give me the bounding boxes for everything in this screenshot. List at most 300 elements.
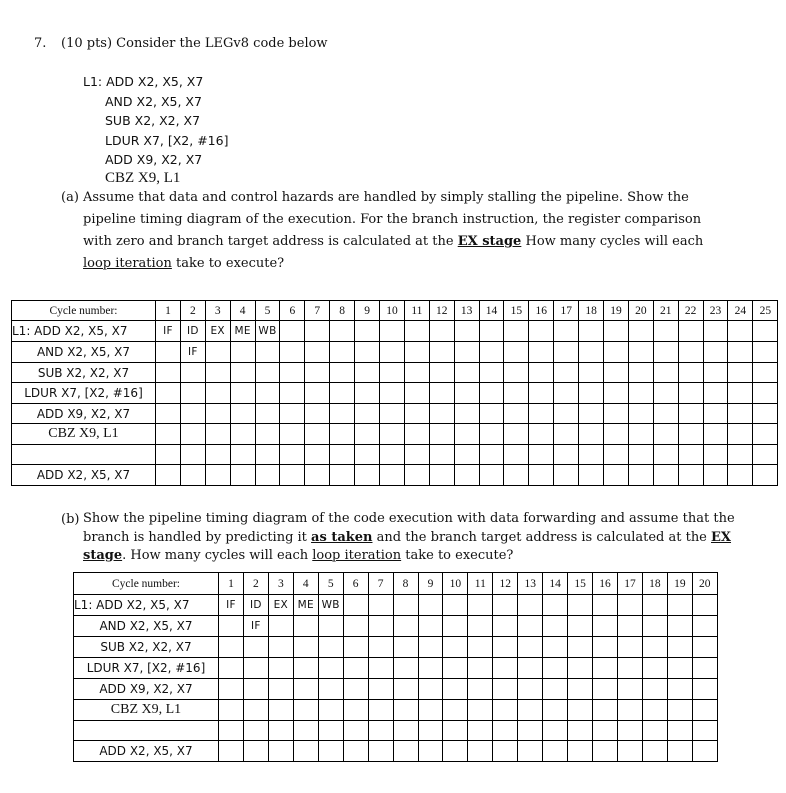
stage-cell <box>529 465 554 486</box>
cycle-number: 7 <box>305 301 330 321</box>
stage-cell <box>728 363 753 383</box>
cycle-number: 12 <box>493 573 518 595</box>
stage-cell <box>642 679 667 700</box>
cycle-number: 14 <box>543 573 568 595</box>
stage-cell <box>219 658 244 679</box>
stage-cell <box>429 445 454 465</box>
stage-cell <box>678 424 703 445</box>
stage-cell <box>180 465 205 486</box>
cycle-number: 15 <box>568 573 593 595</box>
stage-cell: EX <box>268 595 293 616</box>
instruction-label: AND X2, X5, X7 <box>74 616 219 637</box>
stage-cell <box>703 424 728 445</box>
cycle-number: 5 <box>318 573 343 595</box>
cycle-header-row <box>12 301 778 321</box>
stage-cell <box>568 721 593 741</box>
cycle-number: 8 <box>330 301 355 321</box>
stage-cell <box>293 637 318 658</box>
stage-cell <box>642 741 667 762</box>
stage-cell <box>380 445 405 465</box>
cycle-number: 11 <box>468 573 493 595</box>
cycle-number: 19 <box>667 573 692 595</box>
stage-cell <box>243 741 268 762</box>
stage-cell <box>618 637 643 658</box>
stage-cell <box>443 616 468 637</box>
stage-cell <box>243 637 268 658</box>
instruction-label <box>74 721 219 741</box>
stage-cell <box>667 616 692 637</box>
cycle-number: 2 <box>243 573 268 595</box>
stage-cell <box>330 363 355 383</box>
pipeline-row <box>12 404 778 424</box>
instruction-label: ADD X2, X5, X7 <box>12 465 156 486</box>
stage-cell <box>653 445 678 465</box>
stage-cell <box>568 679 593 700</box>
stage-cell <box>305 465 330 486</box>
cycle-number-header: Cycle number: <box>74 573 219 595</box>
stage-cell <box>579 363 604 383</box>
cycle-number: 23 <box>703 301 728 321</box>
cycle-number: 6 <box>343 573 368 595</box>
stage-cell <box>305 342 330 363</box>
stage-cell <box>230 363 255 383</box>
cycle-number: 11 <box>404 301 429 321</box>
stage-cell <box>368 721 393 741</box>
stage-cell <box>728 424 753 445</box>
stage-cell <box>529 404 554 424</box>
stage-cell <box>543 595 568 616</box>
stage-cell <box>443 637 468 658</box>
stage-cell <box>355 342 380 363</box>
stage-cell <box>479 424 504 445</box>
stage-cell <box>443 658 468 679</box>
stage-cell <box>667 658 692 679</box>
stage-cell <box>593 616 618 637</box>
stage-cell <box>429 363 454 383</box>
stage-cell <box>618 700 643 721</box>
stage-cell <box>678 383 703 404</box>
stage-cell <box>393 700 418 721</box>
stage-cell <box>268 658 293 679</box>
stage-cell <box>243 679 268 700</box>
stage-cell <box>579 342 604 363</box>
pipeline-row <box>12 445 778 465</box>
stage-cell: IF <box>219 595 244 616</box>
stage-cell <box>268 700 293 721</box>
stage-cell <box>343 741 368 762</box>
stage-cell <box>355 321 380 342</box>
cycle-number: 17 <box>554 301 579 321</box>
pipeline-table-a <box>11 300 778 486</box>
part-a-text <box>83 187 733 275</box>
stage-cell <box>404 465 429 486</box>
stage-cell <box>479 383 504 404</box>
stage-cell <box>180 445 205 465</box>
stage-cell <box>429 342 454 363</box>
stage-cell <box>404 404 429 424</box>
stage-cell <box>554 342 579 363</box>
instruction-label: ADD X9, X2, X7 <box>12 404 156 424</box>
instruction-label: SUB X2, X2, X7 <box>74 637 219 658</box>
stage-cell <box>692 741 717 762</box>
stage-cell <box>293 658 318 679</box>
stage-cell <box>330 424 355 445</box>
stage-cell <box>380 424 405 445</box>
stage-cell <box>628 465 653 486</box>
stage-cell <box>667 741 692 762</box>
stage-cell <box>618 616 643 637</box>
stage-cell <box>180 383 205 404</box>
stage-cell <box>393 658 418 679</box>
stage-cell <box>330 465 355 486</box>
cycle-number: 1 <box>219 573 244 595</box>
question-header: (10 pts) Consider the LEGv8 code below <box>61 36 328 51</box>
stage-cell <box>568 616 593 637</box>
pipeline-row <box>74 679 718 700</box>
stage-cell <box>404 342 429 363</box>
stage-cell: ID <box>243 595 268 616</box>
pipeline-row <box>74 616 718 637</box>
stage-cell <box>642 700 667 721</box>
stage-cell <box>493 595 518 616</box>
stage-cell <box>156 445 181 465</box>
stage-cell <box>529 363 554 383</box>
instruction-label: ADD X2, X5, X7 <box>74 741 219 762</box>
stage-cell <box>418 616 443 637</box>
stage-cell <box>280 445 305 465</box>
stage-cell <box>429 383 454 404</box>
stage-cell <box>479 363 504 383</box>
stage-cell <box>454 342 479 363</box>
stage-cell <box>255 363 280 383</box>
stage-cell <box>678 342 703 363</box>
code-line: ADD X9, X2, X7 <box>105 152 203 167</box>
cycle-number: 17 <box>618 573 643 595</box>
stage-cell <box>504 424 529 445</box>
stage-cell <box>418 741 443 762</box>
stage-cell <box>604 383 629 404</box>
stage-cell <box>380 363 405 383</box>
pipeline-table-b <box>73 572 718 762</box>
stage-cell <box>156 465 181 486</box>
stage-cell <box>628 342 653 363</box>
stage-cell <box>468 721 493 741</box>
stage-cell <box>692 658 717 679</box>
stage-cell <box>368 595 393 616</box>
cycle-number: 16 <box>593 573 618 595</box>
stage-cell <box>404 363 429 383</box>
stage-cell <box>429 404 454 424</box>
stage-cell <box>667 595 692 616</box>
stage-cell <box>305 445 330 465</box>
stage-cell <box>593 700 618 721</box>
stage-cell <box>554 383 579 404</box>
stage-cell <box>479 321 504 342</box>
stage-cell <box>429 321 454 342</box>
instruction-label: LDUR X7, [X2, #16] <box>74 658 219 679</box>
cycle-number: 5 <box>255 301 280 321</box>
stage-cell <box>230 342 255 363</box>
stage-cell <box>443 679 468 700</box>
stage-cell <box>355 424 380 445</box>
stage-cell <box>753 445 778 465</box>
cycle-number: 4 <box>230 301 255 321</box>
stage-cell <box>653 424 678 445</box>
stage-cell <box>479 404 504 424</box>
stage-cell <box>280 342 305 363</box>
code-line: AND X2, X5, X7 <box>105 94 202 109</box>
stage-cell <box>180 363 205 383</box>
stage-cell <box>593 679 618 700</box>
stage-cell <box>318 700 343 721</box>
stage-cell <box>728 321 753 342</box>
stage-cell <box>529 445 554 465</box>
stage-cell <box>454 404 479 424</box>
stage-cell <box>678 363 703 383</box>
cycle-number-header: Cycle number: <box>12 301 156 321</box>
stage-cell <box>454 465 479 486</box>
stage-cell <box>642 637 667 658</box>
stage-cell <box>518 595 543 616</box>
stage-cell <box>593 741 618 762</box>
cycle-number: 4 <box>293 573 318 595</box>
stage-cell <box>343 700 368 721</box>
stage-cell <box>628 404 653 424</box>
stage-cell <box>293 700 318 721</box>
stage-cell <box>219 679 244 700</box>
stage-cell <box>579 424 604 445</box>
stage-cell <box>493 637 518 658</box>
stage-cell <box>678 321 703 342</box>
part-a-label: (a) <box>61 190 79 205</box>
cycle-number: 7 <box>368 573 393 595</box>
stage-cell <box>343 679 368 700</box>
stage-cell <box>753 342 778 363</box>
stage-cell <box>330 321 355 342</box>
pipeline-row <box>12 321 778 342</box>
stage-cell <box>219 616 244 637</box>
cycle-number: 22 <box>678 301 703 321</box>
cycle-number: 15 <box>504 301 529 321</box>
stage-cell <box>393 616 418 637</box>
stage-cell <box>368 637 393 658</box>
stage-cell <box>667 700 692 721</box>
pipeline-row <box>12 342 778 363</box>
stage-cell <box>493 741 518 762</box>
part-b-ex-stage: EX stage <box>83 529 732 563</box>
stage-cell <box>454 321 479 342</box>
pipeline-row <box>74 741 718 762</box>
stage-cell <box>568 700 593 721</box>
instruction-label: CBZ X9, L1 <box>74 700 219 721</box>
stage-cell <box>504 342 529 363</box>
stage-cell <box>543 637 568 658</box>
stage-cell <box>280 404 305 424</box>
stage-cell <box>230 424 255 445</box>
stage-cell <box>404 383 429 404</box>
stage-cell <box>667 637 692 658</box>
cycle-number: 9 <box>355 301 380 321</box>
stage-cell <box>418 595 443 616</box>
cycle-number: 12 <box>429 301 454 321</box>
stage-cell <box>380 465 405 486</box>
stage-cell <box>543 741 568 762</box>
part-a-text-1: Assume that data and control hazards are handled by simply stalling the pipeline. Show the pipeline timing diagram of the execution. For the branch instruction, the register comparison with zero and branch target address is calculated at the <box>83 190 702 249</box>
stage-cell <box>518 700 543 721</box>
code-line: CBZ X9, L1 <box>105 170 181 186</box>
stage-cell <box>703 404 728 424</box>
cycle-number: 18 <box>642 573 667 595</box>
stage-cell <box>293 741 318 762</box>
stage-cell <box>318 679 343 700</box>
stage-cell <box>653 465 678 486</box>
stage-cell <box>628 445 653 465</box>
stage-cell: IF <box>156 321 181 342</box>
stage-cell <box>243 658 268 679</box>
stage-cell <box>642 658 667 679</box>
stage-cell <box>355 363 380 383</box>
stage-cell <box>593 637 618 658</box>
cycle-number: 1 <box>156 301 181 321</box>
stage-cell <box>156 363 181 383</box>
stage-cell <box>504 383 529 404</box>
stage-cell <box>380 383 405 404</box>
stage-cell <box>255 465 280 486</box>
stage-cell <box>318 741 343 762</box>
code-line: SUB X2, X2, X7 <box>105 113 201 128</box>
stage-cell <box>618 721 643 741</box>
stage-cell <box>393 721 418 741</box>
stage-cell <box>554 321 579 342</box>
instruction-label: ADD X9, X2, X7 <box>74 679 219 700</box>
stage-cell <box>642 595 667 616</box>
stage-cell <box>380 404 405 424</box>
stage-cell: ME <box>230 321 255 342</box>
stage-cell <box>728 383 753 404</box>
stage-cell <box>468 679 493 700</box>
stage-cell <box>268 741 293 762</box>
stage-cell <box>554 424 579 445</box>
stage-cell <box>393 741 418 762</box>
stage-cell <box>518 679 543 700</box>
stage-cell <box>355 383 380 404</box>
stage-cell <box>653 383 678 404</box>
stage-cell <box>418 700 443 721</box>
stage-cell <box>305 404 330 424</box>
stage-cell <box>728 445 753 465</box>
stage-cell <box>493 658 518 679</box>
stage-cell <box>468 700 493 721</box>
stage-cell <box>604 321 629 342</box>
stage-cell <box>593 658 618 679</box>
stage-cell <box>692 700 717 721</box>
cycle-number: 13 <box>454 301 479 321</box>
cycle-number: 14 <box>479 301 504 321</box>
cycle-number: 18 <box>579 301 604 321</box>
stage-cell <box>230 445 255 465</box>
stage-cell <box>692 595 717 616</box>
stage-cell <box>180 404 205 424</box>
pipeline-row <box>74 595 718 616</box>
stage-cell <box>628 424 653 445</box>
stage-cell <box>418 637 443 658</box>
instruction-label: CBZ X9, L1 <box>12 424 156 445</box>
stage-cell <box>330 342 355 363</box>
stage-cell <box>653 342 678 363</box>
stage-cell <box>330 404 355 424</box>
cycle-number: 8 <box>393 573 418 595</box>
stage-cell <box>268 721 293 741</box>
stage-cell <box>703 321 728 342</box>
stage-cell <box>368 700 393 721</box>
stage-cell <box>554 404 579 424</box>
stage-cell <box>678 445 703 465</box>
stage-cell <box>443 595 468 616</box>
stage-cell <box>628 363 653 383</box>
stage-cell: ME <box>293 595 318 616</box>
part-a-text-2: How many cycles will each <box>521 234 704 249</box>
stage-cell: IF <box>180 342 205 363</box>
stage-cell <box>493 721 518 741</box>
stage-cell <box>230 404 255 424</box>
stage-cell <box>728 465 753 486</box>
stage-cell <box>593 595 618 616</box>
stage-cell <box>156 342 181 363</box>
stage-cell <box>529 424 554 445</box>
stage-cell <box>368 741 393 762</box>
stage-cell <box>753 383 778 404</box>
stage-cell <box>642 616 667 637</box>
stage-cell <box>355 404 380 424</box>
stage-cell <box>543 679 568 700</box>
stage-cell <box>393 595 418 616</box>
stage-cell <box>518 637 543 658</box>
stage-cell <box>454 383 479 404</box>
stage-cell <box>504 465 529 486</box>
stage-cell <box>429 424 454 445</box>
stage-cell <box>618 679 643 700</box>
stage-cell <box>429 465 454 486</box>
stage-cell <box>380 342 405 363</box>
stage-cell <box>504 404 529 424</box>
cycle-number: 10 <box>380 301 405 321</box>
stage-cell <box>280 465 305 486</box>
stage-cell <box>418 679 443 700</box>
cycle-number: 21 <box>653 301 678 321</box>
stage-cell <box>579 404 604 424</box>
stage-cell <box>343 616 368 637</box>
stage-cell <box>255 445 280 465</box>
stage-cell: WB <box>255 321 280 342</box>
stage-cell <box>219 637 244 658</box>
part-b-loop-iteration: loop iteration <box>312 548 402 563</box>
stage-cell <box>280 383 305 404</box>
cycle-number: 25 <box>753 301 778 321</box>
stage-cell <box>230 465 255 486</box>
stage-cell <box>219 700 244 721</box>
cycle-number: 6 <box>280 301 305 321</box>
stage-cell <box>368 616 393 637</box>
stage-cell <box>418 721 443 741</box>
stage-cell <box>728 404 753 424</box>
stage-cell <box>318 637 343 658</box>
stage-cell <box>280 363 305 383</box>
cycle-number: 2 <box>180 301 205 321</box>
stage-cell <box>653 363 678 383</box>
cycle-number: 3 <box>268 573 293 595</box>
stage-cell <box>504 321 529 342</box>
stage-cell: EX <box>205 321 230 342</box>
